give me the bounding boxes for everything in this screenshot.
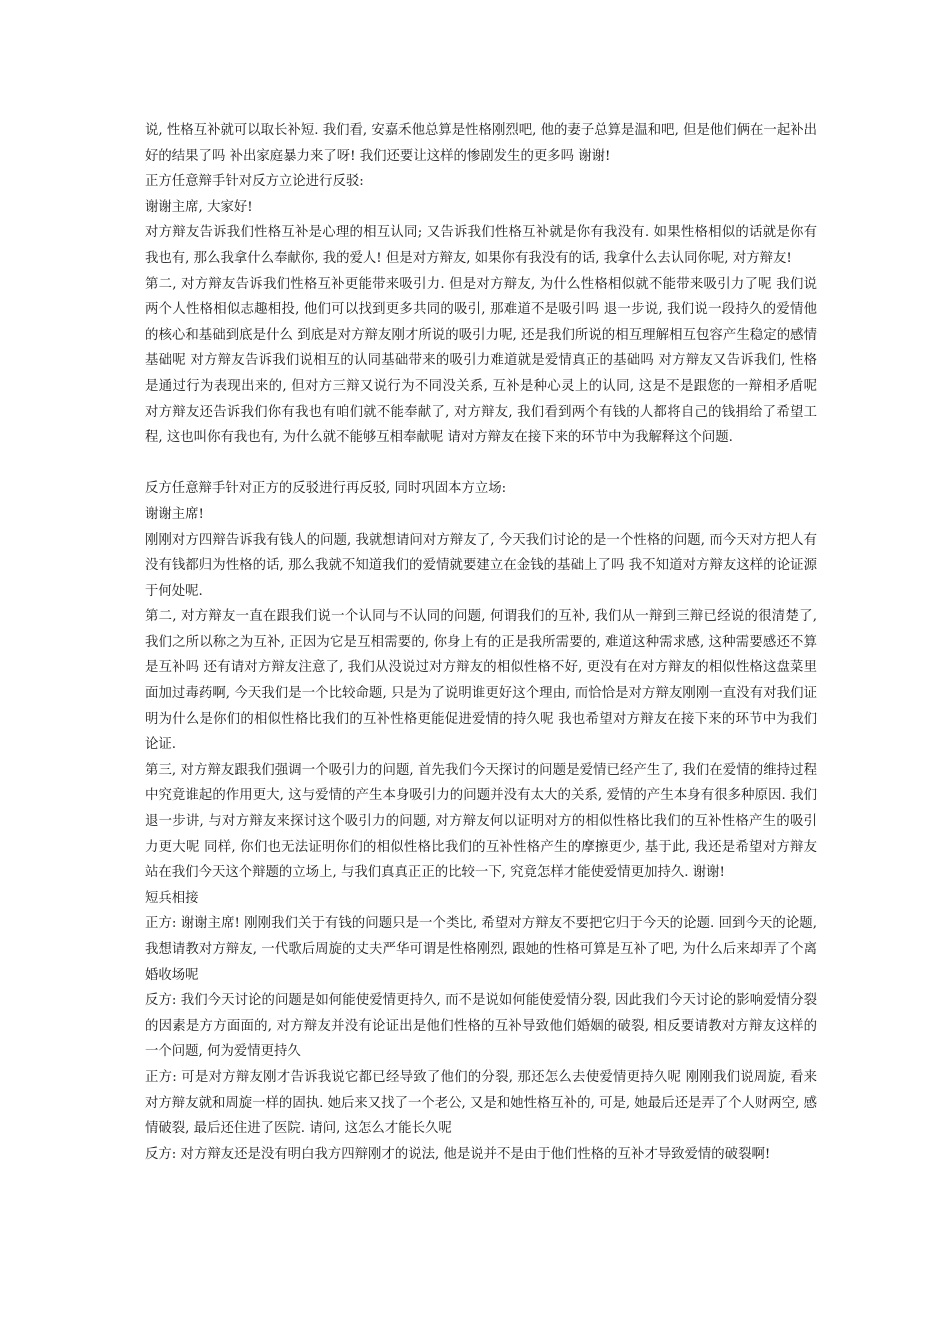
paragraph-greeting-2: 谢谢主席! [145, 506, 204, 522]
section-heading-affirmative-rebuttal: 正方任意辩手针对反方立论进行反驳: [145, 174, 364, 190]
paragraph-affirmative-q2: 正方: 可是对方辩友刚才告诉我说它都已经导致了他们的分裂, 那还怎么去使爱情更持久呢 刚刚我们说周旋, 看来对方辩友就和周旋一样的固执. 她后来又找了一个老公, 又是和她性格互补的, 可是, 她最后还是弄了个人财两空, 感情破裂, 最后还住进了医院. 请问, 这怎么才能长久呢 [145, 1069, 818, 1137]
paragraph-affirmative-q1: 正方: 谢谢主席! 刚刚我们关于有钱的问题只是一个类比, 希望对方辩友不要把它归于今天的论题. 回到今天的论题, 我想请教对方辩友, 一代歌后周旋的丈夫严华可谓是性格刚烈, 跟她的性格可算是互补了吧, 为什么后来却弄了个离婚收场呢 [145, 916, 817, 983]
paragraph-negative-2: 第二, 对方辩友一直在跟我们说一个认同与不认同的问题, 何谓我们的互补, 我们从一辩到三辩已经说的很清楚了, 我们之所以称之为互补, 正因为它是互相需要的, 你身上有的正是我所需要的, 难道这种需求感, 这种需要感还不算是互补吗 还有请对方辩友注意了, 我们从没说过对方辩友的相似性格不好, 更没有在对方辩友的相似性格这盘菜里面加过毒药啊, 今天我们是一个比较命题, 只是为了说明谁更好这个理由, 而恰恰是对方辩友刚刚一直没有对我们证明为什么是你们的相似性格比我们的互补性格更能促进爱情的持久呢 我也希望对方辩友在接下来的环节中为我们论证. [145, 609, 817, 753]
section-heading-negative-rebuttal: 反方任意辩手针对正方的反驳进行再反驳, 同时巩固本方立场: [145, 481, 507, 497]
paragraph-negative-a1: 反方: 我们今天讨论的问题是如何能使爱情更持久, 而不是说如何能使爱情分裂, 因此我们今天讨论的影响爱情分裂的因素是方方面面的, 对方辩友并没有论证出是他们性格的互补导致他们婚姻的破裂, 相反要请教对方辩友这样的一个问题, 何为爱情更持久 [145, 993, 817, 1060]
paragraph-rebuttal-1: 对方辩友告诉我们性格互补是心理的相互认同; 又告诉我们性格互补就是你有我没有. 如果性格相似的话就是你有我也有, 那么我拿什么奉献你, 我的爱人! 但是对方辩友, 如果你有我没有的话, 我拿什么去认同你呢, 对方辩友! [145, 225, 817, 266]
paragraph-negative-1: 刚刚对方四辩告诉我有钱人的问题, 我就想请问对方辩友了, 今天我们讨论的是一个性格的问题, 而今天对方把人有没有钱都归为性格的话, 那么我就不知道我们的爱情就要建立在金钱的基础上了吗 我不知道对方辩友这样的论证源于何处呢. [145, 532, 817, 599]
section-heading-cross-exam: 短兵相接 [145, 890, 199, 906]
blank-line [145, 451, 817, 477]
paragraph-rebuttal-2: 第二, 对方辩友告诉我们性格互补更能带来吸引力. 但是对方辩友, 为什么性格相似就不能带来吸引力了呢 我们说两个人性格相似志趣相投, 他们可以找到更多共同的吸引, 那难道不是吸引吗 退一步说, 我们说一段持久的爱情他的核心和基础到底是什么 到底是对方辩友刚才所说的吸引力呢, 还是我们所说的相互理解相互包容产生稳定的感情基础呢 对方辩友告诉我们说相互的认同基础带来的吸引力难道就是爱情真正的基础吗 对方辩友又告诉我们, 性格是通过行为表现出来的, 但对方三辩又说行为不同没关系, 互补是种心灵上的认同, 这是不是跟您的一辩相矛盾呢 对方辩友还告诉我们你有我也有咱们就不能奉献了, 对方辩友, 我们看到两个有钱的人都将自己的钱捐给了希望工程, 这也叫你有我也有, 为什么就不能够互相奉献呢 请对方辩友在接下来的环节中为我解释这个问题. [145, 276, 817, 446]
paragraph-negative-a2: 反方: 对方辩友还是没有明白我方四辩刚才的说法, 他是说并不是由于他们性格的互补才导致爱情的破裂啊! [145, 1146, 771, 1162]
paragraph-greeting: 谢谢主席, 大家好! [145, 199, 253, 215]
paragraph-intro-conclusion: 说, 性格互补就可以取长补短. 我们看, 安嘉禾他总算是性格刚烈吧, 他的妻子总算是温和吧, 但是他们俩在一起补出好的结果了吗 补出家庭暴力来了呀! 我们还要让这样的惨剧发生的更多吗 谢谢! [145, 123, 817, 164]
document-body [145, 118, 817, 1167]
paragraph-negative-3: 第三, 对方辩友跟我们强调一个吸引力的问题, 首先我们今天探讨的问题是爱情已经产生了, 我们在爱情的维持过程中究竟谁起的作用更大, 这与爱情的产生本身吸引力的问题并没有太大的关系, 爱情的产生本身有很多种原因. 我们退一步讲, 与对方辩友来探讨这个吸引力的问题, 对方辩友何以证明对方的相似性格比我们的互补性格产生的吸引力更大呢 同样, 你们也无法证明你们的相似性格比我们的互补性格产生的摩擦更少, 基于此, 我还是希望对方辩友站在我们今天这个辩题的立场上, 与我们真真正正的比较一下, 究竟怎样才能使爱情更加持久. 谢谢! [145, 762, 817, 881]
